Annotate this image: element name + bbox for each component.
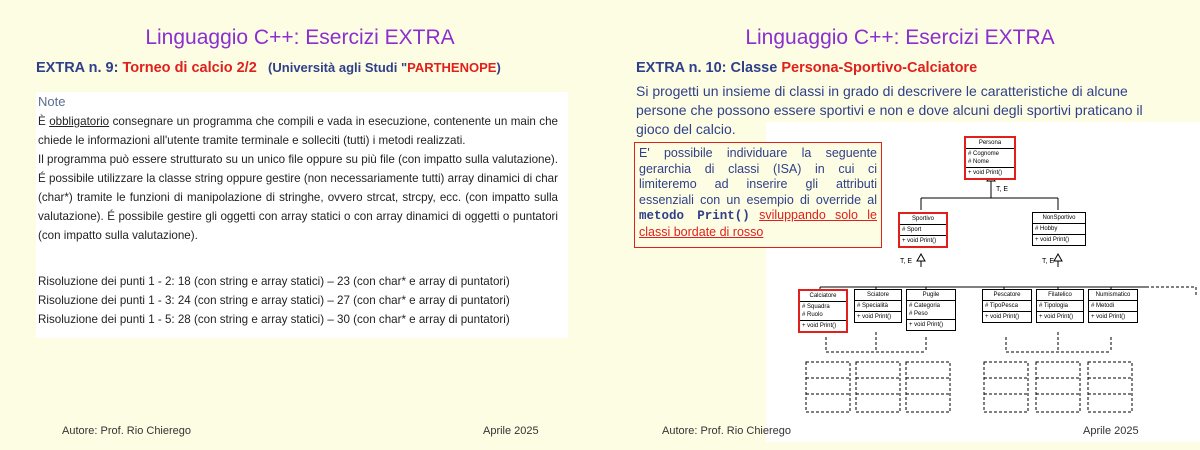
subtitle-prefix: EXTRA n. 9: [36,60,123,76]
class-method: + void Print() [909,322,944,328]
class-attributes: # Sport [900,225,946,236]
subtitle-prefix: EXTRA n. 10: Classe [636,60,782,76]
note-underlined: obbligatorio [49,115,110,128]
te-label-sportivo: T, E [900,258,913,265]
class-name: Numismatico [1089,290,1137,301]
class-calciatore [798,289,848,333]
subtitle-uni-red: PARTHENOPE [407,60,497,75]
class-pugile [906,289,956,331]
note-paragraph-2: Il programma può essere strutturato su un unico file oppure su più file (con impatto sulla valutazione). É possibile utilizzare la classe string oppure gestire (non necessariamente tutti) array dinamici di char (char*) tramite le funzioni di manipolazione di stringhe, ovvero strcat, strcpy, ecc. (con impatto sulla valutazione). É possibile gestire gli oggetti con array statici o con array dinamici di oggetti o puntatori (con impatto sulla valutazione). [38,153,558,242]
class-name: Persona [966,138,1014,149]
class-attributes: # Tipologia [1037,301,1083,312]
note-box [36,92,568,338]
class-method: + void Print() [802,323,837,329]
exercise-subtitle [36,60,501,76]
class-name: Sportivo [900,214,946,225]
attribute: # Cognome [968,151,1000,157]
footer-author: Autore: Prof. Rio Chierego [62,425,192,437]
class-attributes [800,302,846,321]
class-method: + void Print() [1091,314,1126,320]
class-nonsportivo [1032,212,1086,246]
note-paragraph [38,112,558,245]
class-attributes: # Hobby [1033,224,1085,235]
box-red-underlined: sviluppando solo le classi bordate di rosso [639,208,877,239]
hierarchy-note-box [634,142,882,248]
class-name: Calciatore [800,291,846,302]
class-method: + void Print() [1039,314,1074,320]
exercise-description: Si progetti un insieme di classi in grado di descrivere le caratteristiche di alcune persone che possono essere sportivi e non e dove alcuni degli sportivi praticano il gioco del calcio. [636,83,1143,137]
class-name: Pescatore [983,290,1031,301]
class-method: + void Print() [985,314,1020,320]
footer-date: Aprile 2025 [483,425,539,437]
class-name: NonSportivo [1033,213,1085,224]
class-filatelico [1036,289,1084,323]
subtitle-university [261,60,501,75]
attribute: # Categoria [909,303,941,309]
note-rest: consegnare un programma che compili e vada in esecuzione, contenente un main che chiede le informazioni all'utente tramite terminale e solleciti (tutti) i metodi realizzati. [38,115,558,147]
attribute: # Nome [968,159,990,165]
class-persona [964,136,1016,180]
slide-title: Linguaggio C++: Esercizi EXTRA [745,26,1055,49]
class-sportivo [898,212,948,248]
points-line-3: Risoluzione dei punti 1 - 5: 28 (con string e array statici) – 30 (con char* e array di puntatori) [38,313,510,326]
note-header: Note [38,94,66,109]
subtitle-uni-end: ) [496,60,501,75]
class-attributes: # Specialità [855,301,901,312]
class-numismatico [1088,289,1138,323]
slide-right [600,0,1200,450]
attribute: # Squadra [802,304,830,310]
class-method: + void Print() [902,238,937,244]
box-text: E' possibile individuare la seguente gerarchia di classi (ISA) in cui ci limiteremo ad inserire gli attributi essenziali con un esempio di override al [639,146,877,207]
class-method: + void Print() [1035,237,1070,243]
class-method: + void Print() [968,170,1003,176]
class-name: Filatelico [1037,290,1083,301]
exercise-subtitle [636,60,977,76]
note-start: È [38,115,50,128]
class-sciatore [854,289,902,323]
box-method-name: metodo Print() [639,209,750,223]
subtitle-topic: Persona-Sportivo-Calciatore [781,60,978,76]
attribute: # Ruolo [802,312,823,318]
class-attributes: # TipoPesca [983,301,1031,312]
subtitle-uni-text: (Università agli Studi " [268,60,408,75]
footer-date: Aprile 2025 [1083,425,1139,437]
class-attributes [907,301,955,320]
class-pescatore [982,289,1032,323]
class-attributes: # Metodi [1089,301,1137,312]
class-attributes [966,149,1014,168]
box-space [750,208,759,222]
te-label: T, E [996,186,1009,193]
points-line-2: Risoluzione dei punti 1 - 3: 24 (con string e array statici) – 27 (con char* e array di puntatori) [38,294,510,307]
attribute: # Peso [909,311,928,317]
footer-author: Autore: Prof. Rio Chierego [662,425,792,437]
class-name: Pugile [907,290,955,301]
slide-title: Linguaggio C++: Esercizi EXTRA [145,26,455,49]
points-line-1: Risoluzione dei punti 1 - 2: 18 (con string e array statici) – 23 (con char* e array di puntatori) [38,275,510,288]
te-label-nonsportivo: T, E [1042,258,1055,265]
class-method: + void Print() [857,314,892,320]
subtitle-topic: Torneo di calcio 2/2 [122,60,257,76]
class-name: Sciatore [855,290,901,301]
